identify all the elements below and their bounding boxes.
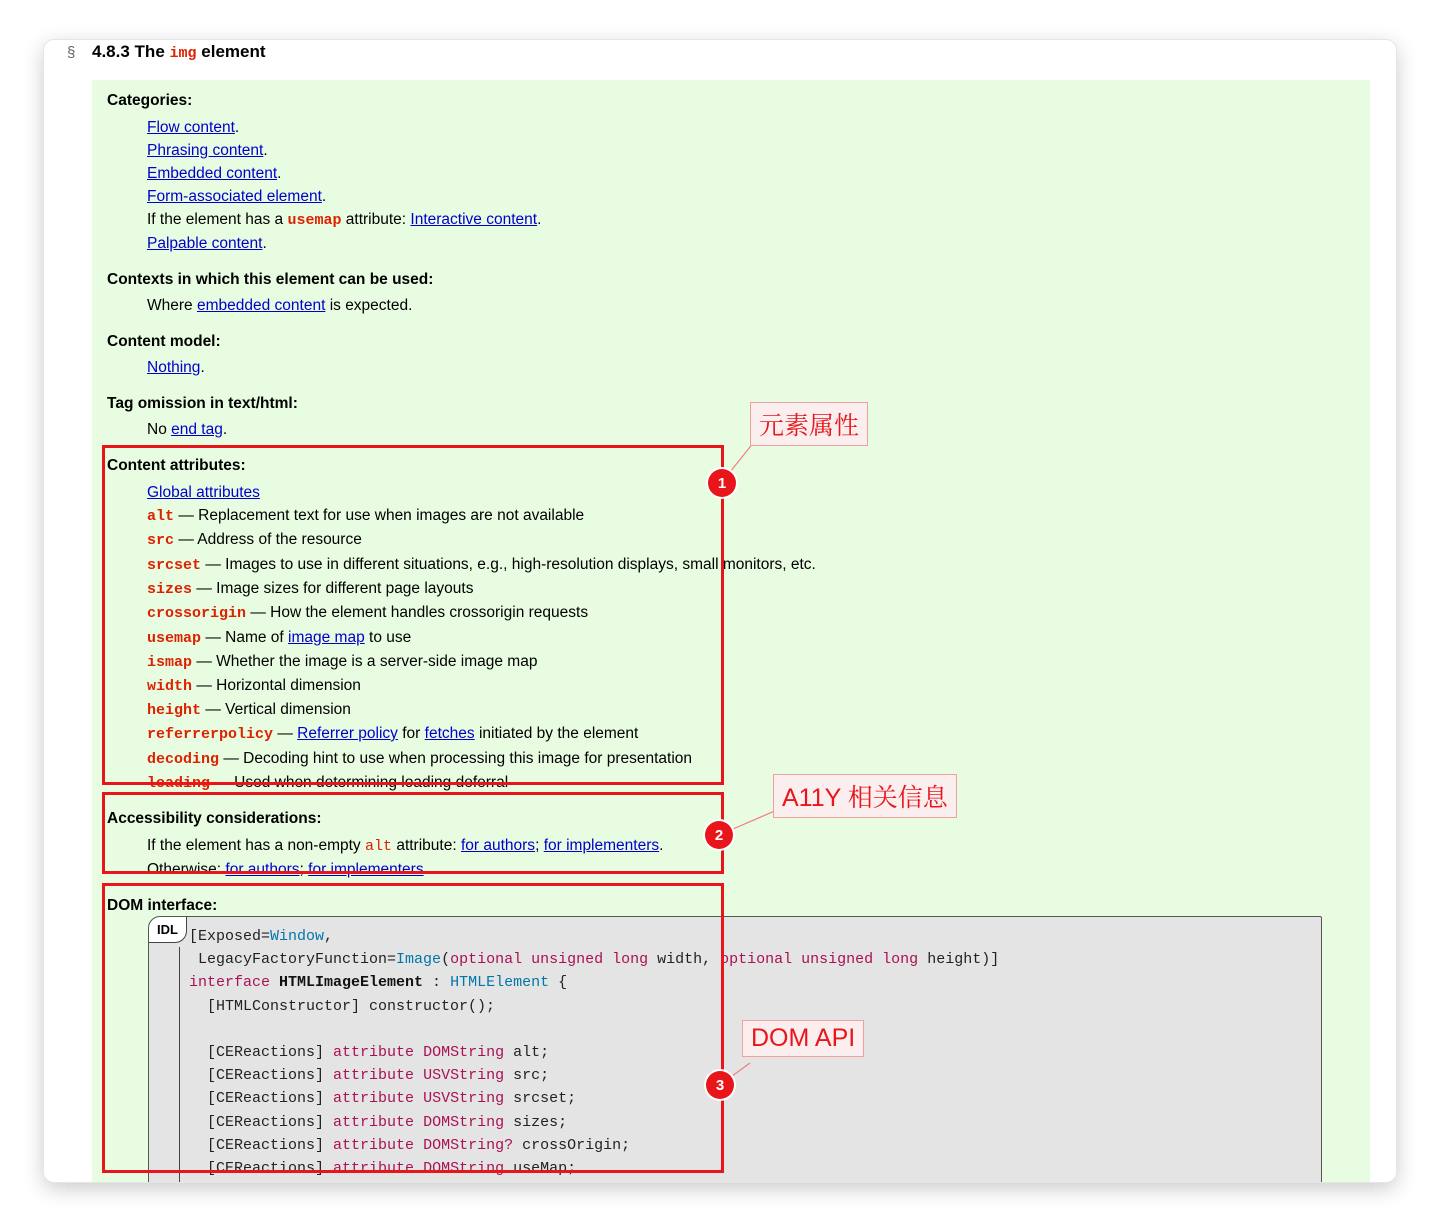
heading-element-code: img xyxy=(169,45,197,62)
idl-attribute-keyword: attribute xyxy=(333,1067,415,1085)
categories-title: Categories: xyxy=(107,92,193,109)
tag-omission-title: Tag omission in text/html: xyxy=(107,395,298,412)
attribute-code-width[interactable]: width xyxy=(147,678,193,695)
idl-ce-reactions: [CEReactions] xyxy=(189,1136,334,1154)
attribute-code-usemap[interactable]: usemap xyxy=(147,630,202,647)
embedded-content-link[interactable]: Embedded content xyxy=(147,165,278,182)
attribute-desc: — Images to use in different situations, e.g., high-resolution displays, small monitors, etc. xyxy=(205,556,816,573)
attribute-desc-link[interactable]: image map xyxy=(288,629,365,646)
idl-attribute-name: useMap; xyxy=(504,1160,577,1178)
callout-dom-api: DOM API xyxy=(742,1020,864,1057)
attribute-code-height[interactable]: height xyxy=(147,702,202,719)
idl-ce-reactions: [CEReactions] xyxy=(189,1160,334,1178)
attribute-desc-mid: for xyxy=(402,725,421,742)
idl-attribute-keyword: attribute xyxy=(333,1160,415,1178)
heading-the: The xyxy=(134,42,165,61)
idl-ce-reactions: [CEReactions] xyxy=(189,1044,334,1062)
tag-omission-text: No end tag. xyxy=(147,421,228,438)
attribute-desc: — xyxy=(277,725,293,742)
idl-ce-reactions: [CEReactions] xyxy=(189,1113,334,1131)
idl-attribute-type: USVString xyxy=(423,1067,505,1085)
content-attributes-title: Content attributes: xyxy=(107,457,246,474)
callout-leader-lines xyxy=(44,40,1396,1182)
attribute-desc: — Name of xyxy=(205,629,284,646)
global-attributes-link[interactable]: Global attributes xyxy=(147,484,260,501)
category-embedded: Embedded content. xyxy=(147,165,282,182)
attribute-code-referrerpolicy[interactable]: referrerpolicy xyxy=(147,726,274,743)
attribute-desc-link-2[interactable]: fetches xyxy=(424,725,475,742)
contexts-title: Contexts in which this element can be used: xyxy=(107,271,434,288)
nothing-link[interactable]: Nothing xyxy=(147,359,201,376)
attribute-code-loading[interactable]: loading xyxy=(147,775,211,792)
idl-attribute-name: crossOrigin; xyxy=(513,1136,631,1154)
attribute-code-decoding[interactable]: decoding xyxy=(147,751,220,768)
dom-interface-title: DOM interface: xyxy=(107,897,218,914)
spec-window xyxy=(44,40,1396,1182)
attribute-code-sizes[interactable]: sizes xyxy=(147,581,193,598)
for-authors-link[interactable]: for authors xyxy=(460,837,536,854)
idl-attribute-type: DOMString xyxy=(423,1044,505,1062)
idl-attribute-keyword: attribute xyxy=(333,1136,415,1154)
idl-attribute-type: DOMString xyxy=(423,1113,505,1131)
contexts-text: Where embedded content is expected. xyxy=(147,297,413,314)
idl-attribute-keyword: attribute xyxy=(333,1090,415,1108)
attribute-code-src[interactable]: src xyxy=(147,532,175,549)
attribute-code-alt[interactable]: alt xyxy=(147,508,175,525)
attribute-desc-tail: initiated by the element xyxy=(478,725,639,742)
attribute-desc: — Decoding hint to use when processing this image for presentation xyxy=(223,750,693,767)
attribute-code-srcset[interactable]: srcset xyxy=(147,557,202,574)
end-tag-link[interactable]: end tag xyxy=(171,421,223,438)
category-palpable: Palpable content. xyxy=(147,235,267,252)
callout-element-attributes: 元素属性 xyxy=(750,402,868,446)
idl-attribute-type: DOMString xyxy=(423,1160,505,1178)
idl-attribute-name: src; xyxy=(504,1067,550,1085)
alt-code: alt xyxy=(365,838,393,855)
idl-attribute-keyword: attribute xyxy=(333,1113,415,1131)
idl-attribute-type: DOMString? xyxy=(423,1136,514,1154)
annotation-badge-3: 3 xyxy=(706,1071,734,1099)
attribute-desc: — Image sizes for different page layouts xyxy=(196,580,474,597)
idl-ce-reactions: [CEReactions] xyxy=(189,1067,334,1085)
annotation-badge-1: 1 xyxy=(708,469,736,497)
idl-attribute-type: USVString xyxy=(423,1090,505,1108)
attribute-desc: — Used when determining loading deferral xyxy=(214,774,509,791)
idl-tag: IDL xyxy=(149,917,187,943)
heading-element-word: element xyxy=(201,42,266,61)
palpable-content-link[interactable]: Palpable content xyxy=(147,235,263,252)
category-usemap: If the element has a usemap attribute: Interactive content. xyxy=(147,211,542,229)
attribute-desc: — Replacement text for use when images are not available xyxy=(178,507,585,524)
otherwise-for-authors-link[interactable]: for authors xyxy=(225,861,300,878)
attribute-desc-link[interactable]: Referrer policy xyxy=(297,725,398,742)
otherwise-for-implementers-link[interactable]: for implementers xyxy=(308,861,424,878)
phrasing-content-link[interactable]: Phrasing content xyxy=(147,142,264,159)
section-link-icon[interactable]: § xyxy=(67,44,76,61)
content-model-title: Content model: xyxy=(107,333,221,350)
usemap-code: usemap xyxy=(287,212,342,229)
accessibility-line-1: If the element has a non-empty alt attribute: for authors; for implementers. xyxy=(147,837,664,855)
attribute-desc: — Address of the resource xyxy=(178,531,362,548)
idl-code: [Exposed=Window, LegacyFactoryFunction=Image(optional unsigned long width, optional unsigned long height)] interface HTMLImageElement : HTMLElement { [HTMLConstructor] constructor(); [CEReactions] attribute DOMString alt; [CEReactions] attribute USVString src; [CEReactions] attribute USVString srcset; [CEReactions] attribute DOMString sizes; [CEReactions] attribute DOMString? crossOrigin; [CEReactions] attribute DOMString useMap; xyxy=(189,928,1000,1178)
callout-a11y-info: A11Y 相关信息 xyxy=(773,774,957,818)
category-form: Form-associated element. xyxy=(147,188,327,205)
form-associated-link[interactable]: Form-associated element xyxy=(147,188,322,205)
idl-ce-reactions: [CEReactions] xyxy=(189,1090,334,1108)
attribute-code-crossorigin[interactable]: crossorigin xyxy=(147,605,247,622)
embedded-content-context-link[interactable]: embedded content xyxy=(196,297,326,314)
flow-content-link[interactable]: Flow content xyxy=(147,119,235,136)
attribute-code-ismap[interactable]: ismap xyxy=(147,654,193,671)
content-model-text: Nothing. xyxy=(147,359,205,376)
idl-attribute-name: sizes; xyxy=(504,1113,568,1131)
category-phrasing: Phrasing content. xyxy=(147,142,268,159)
interactive-content-link[interactable]: Interactive content xyxy=(410,211,538,228)
section-number: 4.8.3 xyxy=(92,42,130,61)
accessibility-line-2: Otherwise: for authors; for implementers. xyxy=(147,861,428,878)
attribute-desc-tail: to use xyxy=(369,629,412,646)
category-flow: Flow content. xyxy=(147,119,240,136)
for-implementers-link[interactable]: for implementers xyxy=(543,837,660,854)
attribute-desc: — How the element handles crossorigin requests xyxy=(250,604,589,621)
attribute-desc: — Horizontal dimension xyxy=(196,677,361,694)
idl-attribute-name: alt; xyxy=(504,1044,550,1062)
attribute-desc: — Whether the image is a server-side image map xyxy=(196,653,538,670)
annotation-badge-2: 2 xyxy=(705,821,733,849)
attribute-desc: — Vertical dimension xyxy=(205,701,351,718)
accessibility-title: Accessibility considerations: xyxy=(107,810,322,827)
idl-attribute-keyword: attribute xyxy=(333,1044,415,1062)
idl-attribute-name: srcset; xyxy=(504,1090,577,1108)
